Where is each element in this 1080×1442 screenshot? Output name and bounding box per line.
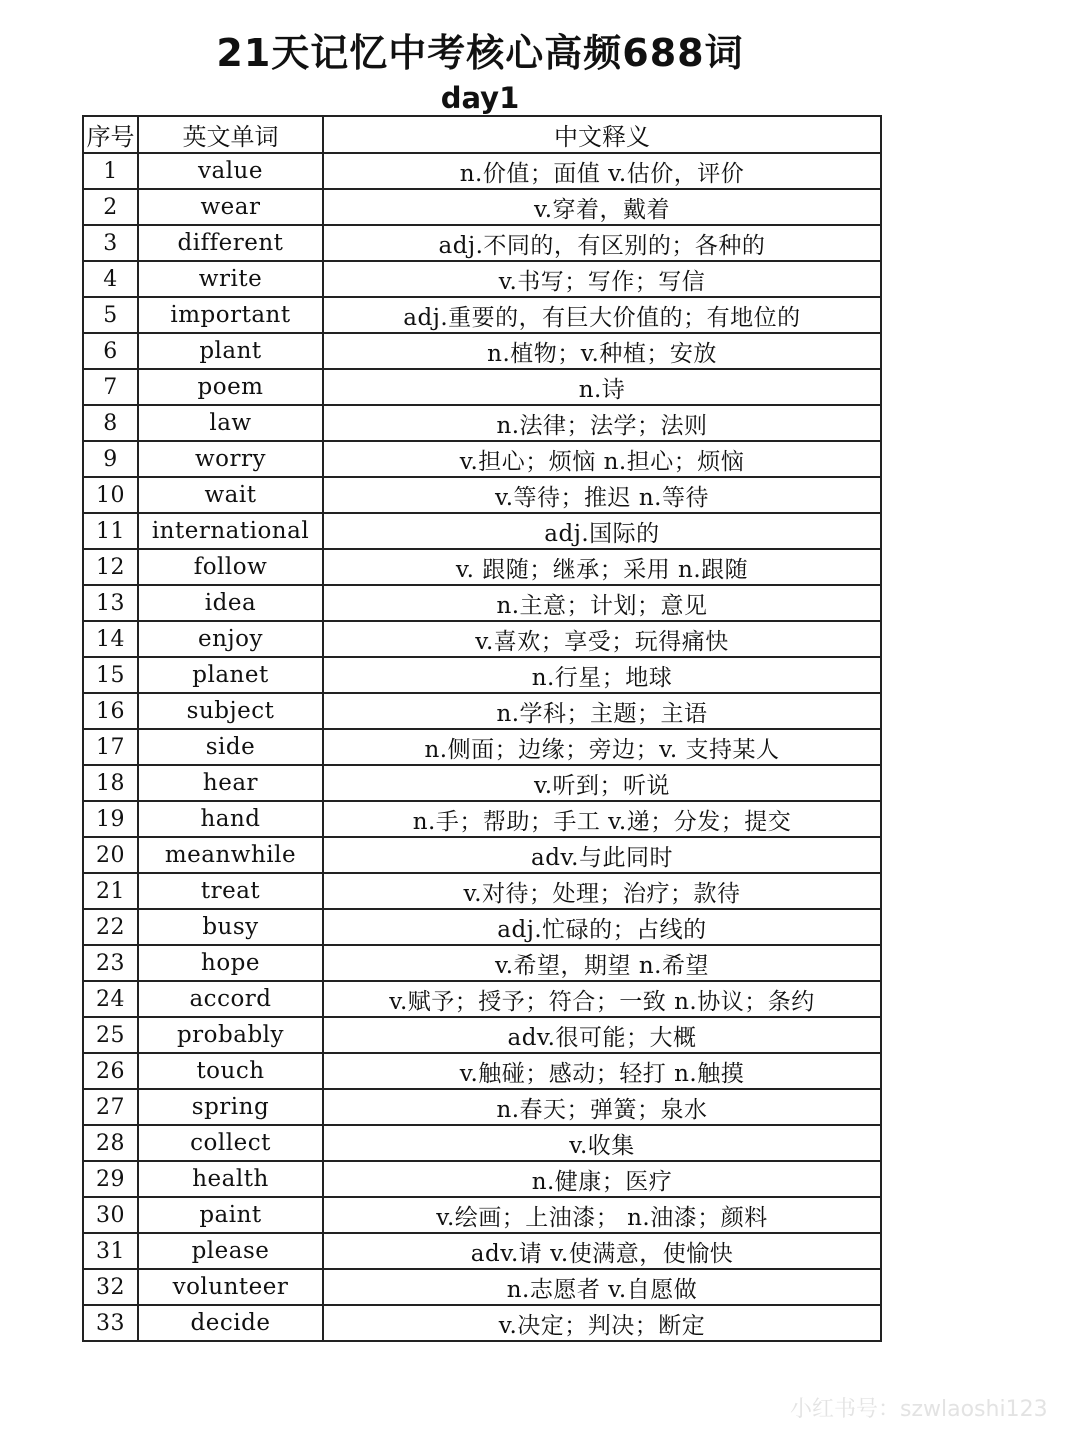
table-row <box>83 513 881 549</box>
english-word: enjoy <box>138 621 323 657</box>
chinese-meaning: n.主意；计划；意见 <box>323 585 881 621</box>
table-row <box>83 1161 881 1197</box>
row-index: 31 <box>83 1233 138 1269</box>
table-row <box>83 729 881 765</box>
chinese-meaning: n.春天；弹簧；泉水 <box>323 1089 881 1125</box>
english-word: subject <box>138 693 323 729</box>
row-index: 30 <box>83 1197 138 1233</box>
english-word: planet <box>138 657 323 693</box>
chinese-meaning: adj.不同的，有区别的；各种的 <box>323 225 881 261</box>
table-row <box>83 585 881 621</box>
row-index: 9 <box>83 441 138 477</box>
table-row <box>83 1125 881 1161</box>
chinese-meaning: v.担心；烦恼 n.担心；烦恼 <box>323 441 881 477</box>
english-word: probably <box>138 1017 323 1053</box>
row-index: 11 <box>83 513 138 549</box>
row-index: 27 <box>83 1089 138 1125</box>
chinese-meaning: n.法律；法学；法则 <box>323 405 881 441</box>
table-row <box>83 909 881 945</box>
row-index: 1 <box>83 153 138 189</box>
table-header-row <box>83 116 881 153</box>
row-index: 13 <box>83 585 138 621</box>
chinese-meaning: v.希望，期望 n.希望 <box>323 945 881 981</box>
english-word: decide <box>138 1305 323 1341</box>
header-english-word: 英文单词 <box>138 116 323 153</box>
english-word: collect <box>138 1125 323 1161</box>
table-row <box>83 657 881 693</box>
english-word: wait <box>138 477 323 513</box>
chinese-meaning: n.志愿者 v.自愿做 <box>323 1269 881 1305</box>
chinese-meaning: n.行星；地球 <box>323 657 881 693</box>
english-word: law <box>138 405 323 441</box>
table-row <box>83 405 881 441</box>
english-word: different <box>138 225 323 261</box>
chinese-meaning: adj.重要的，有巨大价值的；有地位的 <box>323 297 881 333</box>
chinese-meaning: n.植物；v.种植；安放 <box>323 333 881 369</box>
row-index: 22 <box>83 909 138 945</box>
header-index: 序号 <box>83 116 138 153</box>
header-chinese-meaning: 中文释义 <box>323 116 881 153</box>
row-index: 10 <box>83 477 138 513</box>
english-word: international <box>138 513 323 549</box>
row-index: 17 <box>83 729 138 765</box>
english-word: hear <box>138 765 323 801</box>
chinese-meaning: v.赋予；授予；符合；一致 n.协议；条约 <box>323 981 881 1017</box>
row-index: 4 <box>83 261 138 297</box>
english-word: hope <box>138 945 323 981</box>
row-index: 14 <box>83 621 138 657</box>
row-index: 16 <box>83 693 138 729</box>
row-index: 18 <box>83 765 138 801</box>
table-row <box>83 765 881 801</box>
english-word: worry <box>138 441 323 477</box>
table-row <box>83 981 881 1017</box>
chinese-meaning: v.听到；听说 <box>323 765 881 801</box>
english-word: volunteer <box>138 1269 323 1305</box>
page-subtitle: day1 <box>440 81 520 115</box>
table-row <box>83 801 881 837</box>
chinese-meaning: adj.忙碌的；占线的 <box>323 909 881 945</box>
row-index: 20 <box>83 837 138 873</box>
table-row <box>83 1269 881 1305</box>
english-word: important <box>138 297 323 333</box>
english-word: please <box>138 1233 323 1269</box>
table-row <box>83 441 881 477</box>
table-row <box>83 477 881 513</box>
vocabulary-table <box>82 115 882 1342</box>
english-word: health <box>138 1161 323 1197</box>
row-index: 23 <box>83 945 138 981</box>
english-word: poem <box>138 369 323 405</box>
chinese-meaning: adv.请 v.使满意，使愉快 <box>323 1233 881 1269</box>
table-row <box>83 621 881 657</box>
table-row <box>83 297 881 333</box>
chinese-meaning: n.健康；医疗 <box>323 1161 881 1197</box>
vocabulary-table-body <box>83 153 881 1341</box>
table-row <box>83 1017 881 1053</box>
chinese-meaning: v.触碰；感动；轻打 n.触摸 <box>323 1053 881 1089</box>
english-word: paint <box>138 1197 323 1233</box>
table-row <box>83 225 881 261</box>
english-word: value <box>138 153 323 189</box>
row-index: 19 <box>83 801 138 837</box>
table-row <box>83 333 881 369</box>
row-index: 25 <box>83 1017 138 1053</box>
page-title: 21天记忆中考核心高频688词 <box>216 31 744 75</box>
chinese-meaning: n.学科；主题；主语 <box>323 693 881 729</box>
chinese-meaning: n.侧面；边缘；旁边；v. 支持某人 <box>323 729 881 765</box>
chinese-meaning: n.价值；面值 v.估价，评价 <box>323 153 881 189</box>
row-index: 33 <box>83 1305 138 1341</box>
chinese-meaning: v.对待；处理；治疗；款待 <box>323 873 881 909</box>
row-index: 7 <box>83 369 138 405</box>
row-index: 3 <box>83 225 138 261</box>
english-word: accord <box>138 981 323 1017</box>
english-word: follow <box>138 549 323 585</box>
english-word: spring <box>138 1089 323 1125</box>
row-index: 26 <box>83 1053 138 1089</box>
english-word: treat <box>138 873 323 909</box>
table-row <box>83 1233 881 1269</box>
english-word: plant <box>138 333 323 369</box>
table-row <box>83 945 881 981</box>
english-word: side <box>138 729 323 765</box>
chinese-meaning: v.等待；推迟 n.等待 <box>323 477 881 513</box>
row-index: 2 <box>83 189 138 225</box>
table-row <box>83 1197 881 1233</box>
table-row <box>83 1053 881 1089</box>
row-index: 5 <box>83 297 138 333</box>
row-index: 32 <box>83 1269 138 1305</box>
chinese-meaning: v.决定；判决；断定 <box>323 1305 881 1341</box>
english-word: busy <box>138 909 323 945</box>
chinese-meaning: adj.国际的 <box>323 513 881 549</box>
english-word: hand <box>138 801 323 837</box>
english-word: write <box>138 261 323 297</box>
row-index: 12 <box>83 549 138 585</box>
chinese-meaning: v.书写；写作；写信 <box>323 261 881 297</box>
chinese-meaning: v.穿着，戴着 <box>323 189 881 225</box>
row-index: 6 <box>83 333 138 369</box>
table-row <box>83 837 881 873</box>
chinese-meaning: v.绘画；上油漆； n.油漆；颜料 <box>323 1197 881 1233</box>
row-index: 28 <box>83 1125 138 1161</box>
chinese-meaning: n.手；帮助；手工 v.递；分发；提交 <box>323 801 881 837</box>
watermark: 小红书号：szwlaoshi123 <box>790 1397 1048 1422</box>
table-row <box>83 261 881 297</box>
row-index: 15 <box>83 657 138 693</box>
chinese-meaning: n.诗 <box>323 369 881 405</box>
table-row <box>83 1089 881 1125</box>
table-row <box>83 153 881 189</box>
row-index: 21 <box>83 873 138 909</box>
row-index: 29 <box>83 1161 138 1197</box>
english-word: wear <box>138 189 323 225</box>
chinese-meaning: adv.很可能；大概 <box>323 1017 881 1053</box>
english-word: touch <box>138 1053 323 1089</box>
table-row <box>83 693 881 729</box>
chinese-meaning: v.喜欢；享受；玩得痛快 <box>323 621 881 657</box>
table-row <box>83 873 881 909</box>
chinese-meaning: v. 跟随；继承；采用 n.跟随 <box>323 549 881 585</box>
row-index: 8 <box>83 405 138 441</box>
chinese-meaning: v.收集 <box>323 1125 881 1161</box>
chinese-meaning: adv.与此同时 <box>323 837 881 873</box>
table-row <box>83 1305 881 1341</box>
english-word: idea <box>138 585 323 621</box>
english-word: meanwhile <box>138 837 323 873</box>
row-index: 24 <box>83 981 138 1017</box>
table-row <box>83 369 881 405</box>
table-row <box>83 549 881 585</box>
table-row <box>83 189 881 225</box>
